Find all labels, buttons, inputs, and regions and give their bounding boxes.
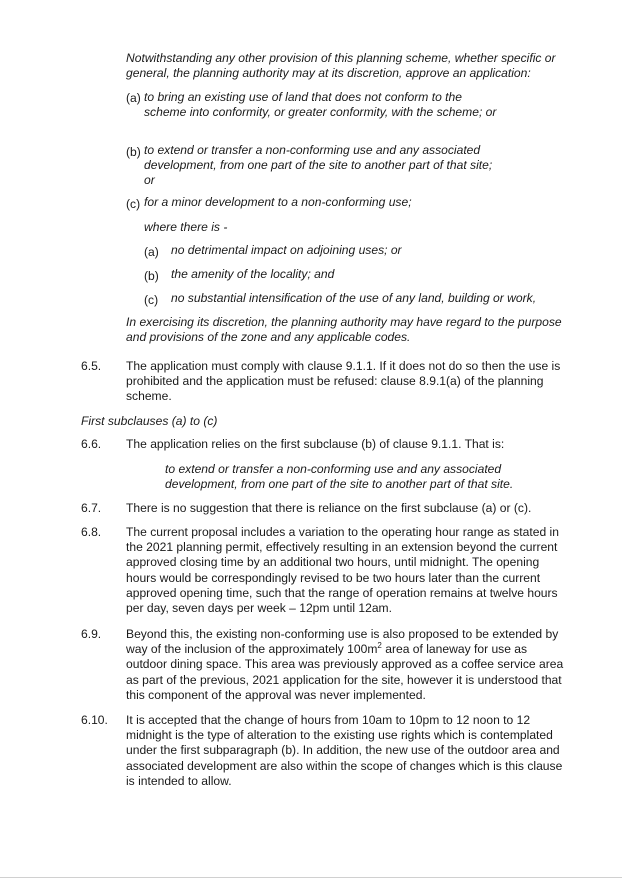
paragraph-number: 6.8. bbox=[81, 525, 102, 539]
superscript: 2 bbox=[377, 641, 382, 651]
sub-item-label: (c) bbox=[144, 293, 159, 307]
clause-item-label: (b) bbox=[126, 145, 141, 159]
paragraph-6-6: The application relies on the first subclause (b) of clause 9.1.1. That is: bbox=[126, 437, 505, 451]
clause-item: to bring an existing use of land that does not conform to the scheme into conformity, or greater conformity, with the scheme; or bbox=[144, 90, 497, 120]
paragraph-6-10: It is accepted that the change of hours from 10am to 10pm to 12 noon to 12 midnight is the type of alteration to the existing use rights which is contemplated under the first subparagraph (b). In addition, the new use of the outdoor area and associated development are also within the scope of changes which is this clause is intended to allow. bbox=[126, 713, 563, 788]
p69-text-b: area of laneway for use as outdoor dining space. This area was previously approved as a coffee service area as part of the previous, 2021 application for the site, however it is understood that this component of the approval was never implemented. bbox=[126, 642, 564, 702]
section-heading: First subclauses (a) to (c) bbox=[81, 414, 218, 428]
clause-item: for a minor development to a non-conforming use; bbox=[144, 195, 412, 209]
clause-intro: Notwithstanding any other provision of this planning scheme, whether specific or general, the planning authority may at its discretion, approve an application: bbox=[126, 51, 556, 81]
p69-text-a: Beyond this, the existing non-conforming use is also proposed to be extended by way of the inclusion of the approximately 100m bbox=[126, 627, 559, 657]
paragraph-6-9 bbox=[126, 627, 571, 703]
where-there-is: where there is - bbox=[144, 220, 228, 234]
paragraph-number: 6.6. bbox=[81, 437, 102, 451]
sub-item-label: (a) bbox=[144, 245, 159, 259]
paragraph-number: 6.5. bbox=[81, 359, 102, 373]
paragraph-number: 6.9. bbox=[81, 627, 102, 641]
sub-item: no substantial intensification of the use of any land, building or work, bbox=[171, 291, 537, 305]
page-edge bbox=[0, 877, 622, 878]
clause-item: to extend or transfer a non-conforming use and any associated development, from one part of the site to another part of that site; or bbox=[144, 143, 493, 188]
paragraph-number: 6.7. bbox=[81, 501, 102, 515]
block-quote: to extend or transfer a non-conforming use and any associated development, from one part of the site to another part of that site. bbox=[165, 462, 514, 492]
paragraph-6-8: The current proposal includes a variation to the operating hour range as stated in the 2021 planning permit, effectively resulting in an extension beyond the current approved closing time by an additional two hours, until midnight. The opening hours would be correspondingly revised to be two hours later than the current approved opening time, such that the range of operation remains at twelve hours per day, seven days per week – 12pm until 12am. bbox=[126, 525, 559, 616]
paragraph-6-5: The application must comply with clause 9.1.1. If it does not do so then the use is prohibited and the application must be refused: clause 8.9.1(a) of the planning scheme. bbox=[126, 359, 561, 404]
sub-item-label: (b) bbox=[144, 269, 159, 283]
paragraph-number: 6.10. bbox=[81, 713, 108, 727]
paragraph-6-7: There is no suggestion that there is reliance on the first subclause (a) or (c). bbox=[126, 501, 532, 515]
sub-item: the amenity of the locality; and bbox=[171, 267, 335, 281]
sub-item: no detrimental impact on adjoining uses; or bbox=[171, 243, 402, 257]
clause-item-label: (a) bbox=[126, 91, 141, 105]
discretion-paragraph: In exercising its discretion, the planning authority may have regard to the purpose and provisions of the zone and any applicable codes. bbox=[126, 315, 562, 345]
clause-item-label: (c) bbox=[126, 197, 141, 211]
